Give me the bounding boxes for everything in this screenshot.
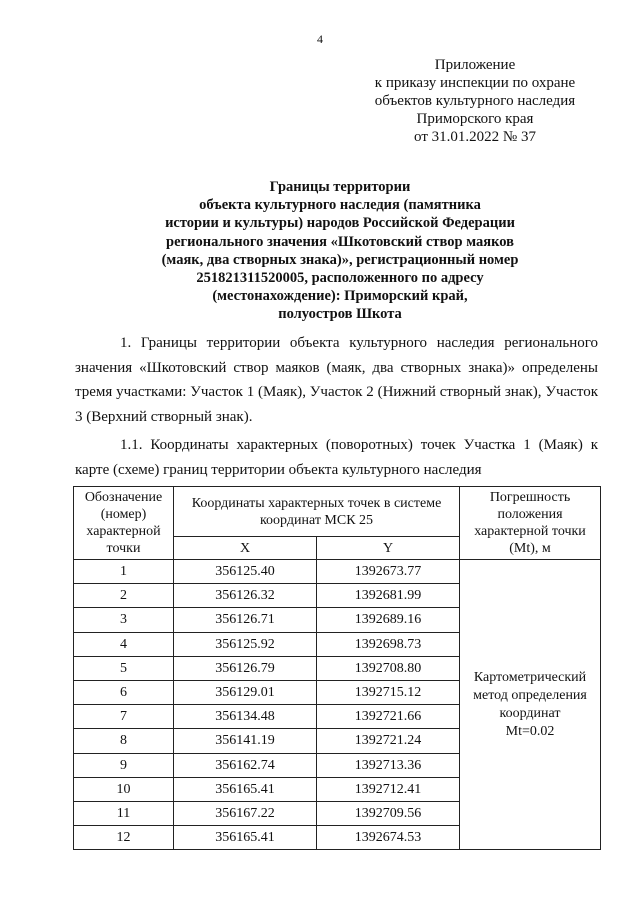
- title-line: регионального значения «Шкотовский створ маяков: [166, 233, 514, 250]
- title-line: полуостров Шкота: [278, 306, 402, 323]
- header-x: X: [174, 537, 317, 560]
- error-line: координат: [499, 705, 561, 721]
- y-value: 1392689.16: [317, 608, 460, 632]
- point-number: 1: [74, 560, 174, 584]
- title-line: истории и культуры) народов Российской Федерации: [165, 215, 515, 232]
- coordinates-table: [73, 486, 601, 850]
- page-number: 4: [317, 32, 323, 46]
- error-method-cell: [460, 560, 601, 850]
- x-value: 356126.71: [174, 608, 317, 632]
- x-value: 356162.74: [174, 753, 317, 777]
- appendix-line: от 31.01.2022 № 37: [414, 129, 536, 145]
- x-value: 356165.41: [174, 777, 317, 801]
- error-line: метод определения: [473, 687, 587, 703]
- error-line: Mt=0.02: [505, 723, 555, 739]
- x-value: 356141.19: [174, 729, 317, 753]
- point-number: 2: [74, 584, 174, 608]
- y-value: 1392712.41: [317, 777, 460, 801]
- x-value: 356125.92: [174, 632, 317, 656]
- appendix-line: Приморского края: [416, 111, 534, 127]
- paragraph-boundaries: 1. Границы территории объекта культурного наследия регионального значения «Шкотовский створ маяков (маяк, два створных знака)» определены тремя участками: Участок 1 (Маяк), Участок 2 (Нижний створный знак), Участок 3 (Верхний створный знак).: [75, 335, 598, 425]
- y-value: 1392709.56: [317, 801, 460, 825]
- appendix-line: Приложение: [434, 57, 516, 73]
- y-value: 1392698.73: [317, 632, 460, 656]
- x-value: 356167.22: [174, 801, 317, 825]
- point-number: 6: [74, 680, 174, 704]
- y-value: 1392721.66: [317, 705, 460, 729]
- document-title: [110, 178, 570, 324]
- header-coords: Координаты характерных точек в системе координат МСК 25: [174, 487, 460, 537]
- point-number: 7: [74, 705, 174, 729]
- header-y: Y: [317, 537, 460, 560]
- point-number: 9: [74, 753, 174, 777]
- x-value: 356126.32: [174, 584, 317, 608]
- x-value: 356129.01: [174, 680, 317, 704]
- y-value: 1392674.53: [317, 826, 460, 850]
- header-error: Погрешность положения характерной точки (Mt), м: [460, 487, 601, 560]
- header-point: Обозначение (номер) характерной точки: [74, 487, 174, 560]
- table-row: [74, 560, 601, 584]
- point-number: 4: [74, 632, 174, 656]
- paragraph-coordinates-intro: 1.1. Координаты характерных (поворотных) точек Участка 1 (Маяк) к карте (схеме) границ территории объекта культурного наследия: [75, 437, 598, 478]
- x-value: 356125.40: [174, 560, 317, 584]
- point-number: 12: [74, 826, 174, 850]
- title-line: 251821311520005, расположенного по адресу: [196, 270, 484, 287]
- point-number: 10: [74, 777, 174, 801]
- point-number: 5: [74, 656, 174, 680]
- title-line: Границы территории: [269, 179, 411, 195]
- appendix-line: объектов культурного наследия: [374, 93, 576, 109]
- y-value: 1392681.99: [317, 584, 460, 608]
- point-number: 8: [74, 729, 174, 753]
- x-value: 356165.41: [174, 826, 317, 850]
- error-line: Картометрический: [473, 669, 587, 685]
- appendix-line: к приказу инспекции по охране: [374, 75, 576, 91]
- x-value: 356126.79: [174, 656, 317, 680]
- point-number: 11: [74, 801, 174, 825]
- y-value: 1392673.77: [317, 560, 460, 584]
- y-value: 1392713.36: [317, 753, 460, 777]
- point-number: 3: [74, 608, 174, 632]
- title-line: (местонахождение): Приморский край,: [212, 288, 468, 305]
- y-value: 1392708.80: [317, 656, 460, 680]
- y-value: 1392721.24: [317, 729, 460, 753]
- appendix-block: [330, 56, 620, 146]
- title-line: (маяк, два створных знака)», регистрационный номер: [161, 251, 519, 268]
- y-value: 1392715.12: [317, 680, 460, 704]
- x-value: 356134.48: [174, 705, 317, 729]
- title-line: объекта культурного наследия (памятника: [199, 197, 481, 214]
